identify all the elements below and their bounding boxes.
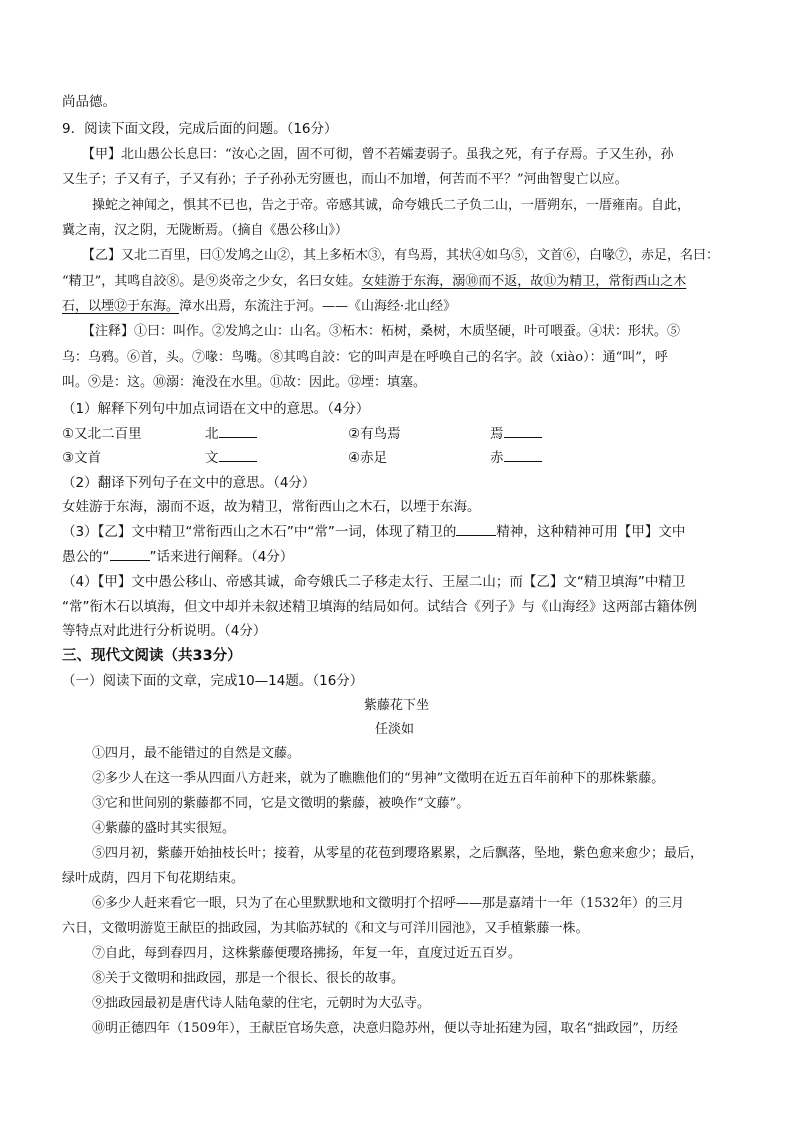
notes-line: 乌：乌鸦。⑥首，头。⑦喙：鸟嘴。⑧其鸣自詨：它的叫声是在呼唤自己的名字。詨（xiào）：通“叫”，呼 [62, 350, 668, 365]
question-9-heading: 9．阅读下面文段，完成后面的问题。（16分） [62, 121, 338, 137]
item-word: 北 [205, 426, 219, 442]
passage-jia-line: 【甲】北山愚公长息曰：“汝心之固，固不可彻，曾不若孀妻弱子。虽我之死，有子存焉。子又生孙，孙 [82, 147, 674, 162]
item-sentence: ④赤足 [348, 450, 388, 466]
sub-question-4-line: 等特点对此进行分析说明。（4分） [62, 623, 267, 639]
answer-blank[interactable] [110, 548, 150, 561]
sub-question-2-sentence: 女娃游于东海，溺而不返，故为精卫，常衔西山之木石，以堙于东海。 [62, 499, 481, 515]
intro-tail: 尚品德。 [62, 94, 116, 110]
article-paragraph: ①四月，最不能错过的自然是文藤。 [92, 746, 301, 761]
sub-question-3-text: 精神，这种精神可用【甲】文中 [496, 524, 686, 540]
item-sentence: ③文首 [62, 450, 102, 466]
sub-question-4-line: “常”衔木石以填海，但文中却并未叙述精卫填海的结局如何。试结合《列子》与《山海经》这两部古籍体例 [62, 599, 697, 615]
passage-yi-line [62, 270, 686, 289]
article-paragraph: 绿叶成荫，四月下旬花期结束。 [62, 871, 245, 886]
answer-blank[interactable] [504, 425, 542, 438]
notes-line: 叫。⑨是：这。⑩溺：淹没在水里。⑪故：因此。⑫堙：填塞。 [62, 375, 427, 390]
sub-question-1-heading: （1）解释下列句中加点词语在文中的意思。（4分） [62, 401, 370, 417]
article-paragraph: ④紫藤的盛时其实很短。 [92, 821, 236, 836]
passage-yi-text: “精卫”，其鸣自詨⑧。是⑨炎帝之少女，名曰女娃。 [62, 274, 362, 289]
sub-question-3-line [62, 545, 293, 565]
answer-blank[interactable] [504, 449, 542, 462]
item-word: 赤 [490, 450, 504, 466]
passage-jia-line: 又生子；子又有子，子又有孙；子子孙孙无穷匮也，而山不加增，何苦而不平？”河曲智叟亡以应。 [62, 172, 628, 187]
item-answer [205, 422, 257, 442]
answer-blank[interactable] [456, 523, 496, 536]
item-answer [490, 422, 542, 442]
passage-jia-line: 操蛇之神闻之，惧其不已也，告之于帝。帝感其诚，命夸娥氏二子负二山，一厝朔东，一厝雍南。自此， [92, 198, 691, 213]
sub-question-3-line [62, 520, 685, 540]
article-paragraph: ②多少人在这一季从四面八方赶来，就为了瞧瞧他们的“男神”文徵明在近五百年前种下的那株紫藤。 [92, 771, 665, 786]
answer-blank[interactable] [219, 449, 257, 462]
item-sentence: ①又北二百里 [62, 426, 142, 442]
item-sentence: ②有鸟焉 [348, 426, 401, 442]
passage-yi-underlined: 女娃游于东海，溺⑩而不返，故⑪为精卫，常衔西山之木 [361, 274, 687, 289]
article-paragraph: ⑥多少人赶来看它一眼，只为了在心里默默地和文徵明打个招呼——那是嘉靖十一年（1532年）的三月 [92, 896, 685, 911]
article-paragraph: ⑦自此，每到春四月，这株紫藤便璎珞拂扬，年复一年，直度过近五百岁。 [92, 946, 522, 961]
sub-question-4-line: （4）【甲】文中愚公移山、帝感其诚，命夸娥氏二子移走太行、王屋二山；而【乙】文“精卫填海”中精卫 [62, 574, 686, 590]
passage-yi-source: 漳水出焉，东流注于河。——《山海经·北山经》 [179, 299, 457, 314]
article-paragraph: ⑩明正德四年（1509年），王献臣官场失意，决意归隐苏州，便以寺址拓建为园，取名“拙政园”，历经 [92, 1021, 678, 1036]
part-1-heading: （一）阅读下面的文章，完成10—14题。（16分） [62, 673, 364, 689]
article-paragraph: ③它和世间别的紫藤都不同，它是文徵明的紫藤，被唤作“文藤”。 [92, 796, 470, 811]
section-3-heading: 三、现代文阅读（共33分） [62, 648, 242, 664]
sub-question-3-text: 愚公的“ [62, 549, 110, 565]
item-answer [205, 446, 257, 466]
article-paragraph: ⑤四月初，紫藤开始抽枝长叶；接着，从零星的花苞到璎珞累累，之后飘落，坠地，紫色愈来愈少；最后， [92, 846, 704, 861]
answer-blank[interactable] [219, 425, 257, 438]
item-word: 焉 [490, 426, 504, 442]
passage-yi-line: 【乙】又北二百里，曰①发鸠之山②，其上多柘木③，有鸟焉，其状④如乌⑤，文首⑥，白喙⑦，赤足，名曰： [82, 248, 720, 263]
sub-question-3-text: （3）【乙】文中精卫“常衔西山之木石”中“常”一词，体现了精卫的 [62, 524, 457, 540]
sub-question-3-text: ”话来进行阐释。（4分） [149, 549, 294, 565]
notes-line: 【注释】①曰：叫作。②发鸠之山：山名。③柘木：柘树，桑树，木质坚硬，叶可喂蚕。④状：形状。⑤ [82, 324, 681, 339]
article-author: 任淡如 [375, 722, 415, 737]
item-word: 文 [205, 450, 219, 466]
article-paragraph: 六日，文徵明游览王献臣的拙政园，为其临苏轼的《和文与可洋川园池》，又手植紫藤一株。 [62, 921, 589, 936]
article-paragraph: ⑧关于文徵明和拙政园，那是一个很长、很长的故事。 [92, 971, 405, 986]
sub-question-2-heading: （2）翻译下列句子在文中的意思。（4分） [62, 475, 316, 491]
article-paragraph: ⑨拙政园最初是唐代诗人陆龟蒙的住宅，元朝时为大弘寺。 [92, 996, 431, 1011]
passage-yi-line [62, 295, 456, 314]
item-answer [490, 446, 542, 466]
passage-yi-underlined: 石，以堙⑫于东海。 [62, 299, 180, 314]
article-title: 紫藤花下坐 [364, 698, 430, 713]
passage-jia-line: 冀之南，汉之阴，无陇断焉。（摘自《愚公移山》） [62, 223, 349, 238]
